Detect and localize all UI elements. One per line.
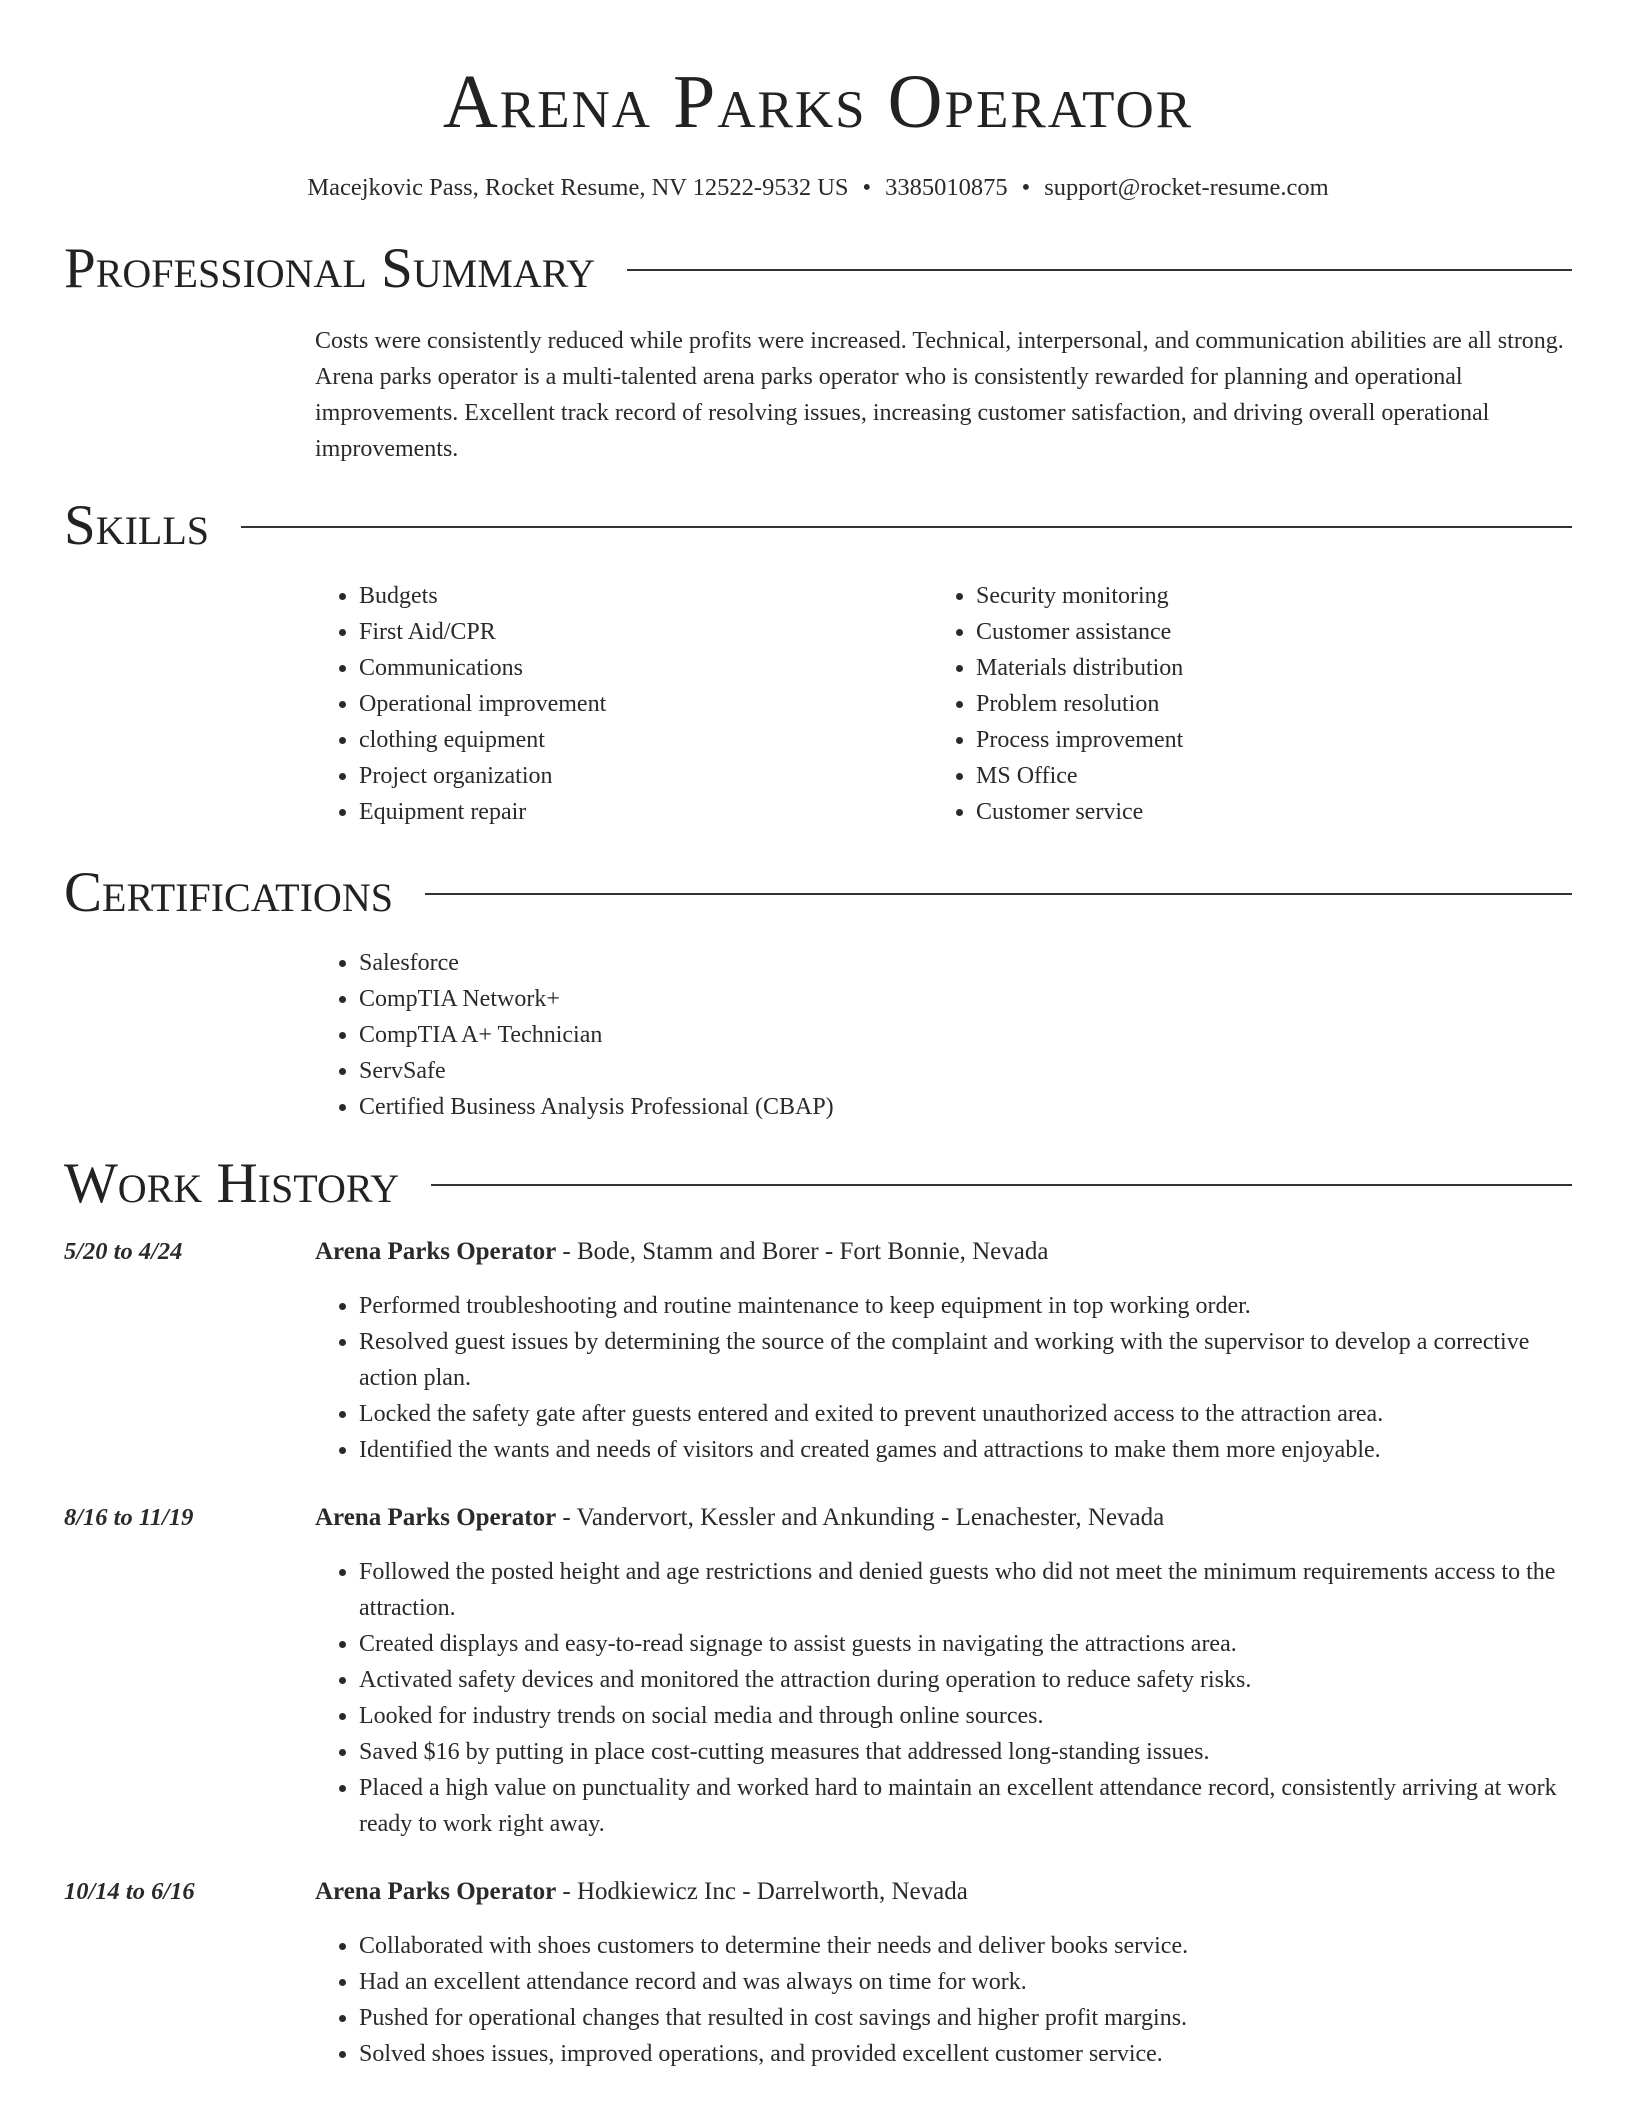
- certification-item: • Certified Business Analysis Professional (CBAP): [359, 1089, 1572, 1125]
- skill-item: • Communications: [359, 650, 932, 686]
- job-entry: [64, 1500, 1572, 1842]
- skills-grid: [315, 578, 1572, 830]
- job-bullet-list: [315, 1288, 1572, 1468]
- skill-item: • MS Office: [976, 758, 1549, 794]
- job-employer: - Vandervort, Kessler and Ankunding - Lenachester, Nevada: [556, 1504, 1165, 1531]
- job-heading: [315, 1500, 1572, 1536]
- skill-item: • Customer service: [976, 794, 1549, 830]
- job-dates: 5/20 to 4/24: [64, 1238, 183, 1265]
- work-history-title: Work History: [64, 1152, 400, 1215]
- job-bullet: • Saved $16 by putting in place cost-cutting measures that addressed long-standing issues.: [359, 1734, 1572, 1770]
- skill-item: • Security monitoring: [976, 578, 1549, 614]
- job-bullet: • Pushed for operational changes that resulted in cost savings and higher profit margins.: [359, 2000, 1572, 2036]
- job-heading: [315, 1874, 1572, 1910]
- skill-item: • Materials distribution: [976, 650, 1549, 686]
- contact-separator: •: [1021, 174, 1031, 201]
- job-bullet: • Created displays and easy-to-read signage to assist guests in navigating the attractions area.: [359, 1626, 1572, 1662]
- job-details: [315, 1874, 1572, 2072]
- job-bullet: • Performed troubleshooting and routine maintenance to keep equipment in top working order.: [359, 1288, 1572, 1324]
- skills-column-left: [315, 578, 932, 830]
- work-history-section: [64, 1152, 1572, 2072]
- skills-title: Skills: [64, 494, 210, 557]
- job-heading: [315, 1234, 1572, 1270]
- summary-title: Professional Summary: [64, 237, 596, 300]
- section-divider: [627, 269, 1572, 271]
- job-bullet: • Solved shoes issues, improved operations, and provided excellent customer service.: [359, 2036, 1572, 2072]
- job-employer: - Bode, Stamm and Borer - Fort Bonnie, Nevada: [556, 1238, 1049, 1265]
- address: Macejkovic Pass, Rocket Resume, NV 12522-9532 US: [307, 174, 849, 201]
- skills-column-right: [932, 578, 1549, 830]
- skill-item: • Customer assistance: [976, 614, 1549, 650]
- job-title: Arena Parks Operator: [315, 1878, 557, 1905]
- skills-list-right: [932, 578, 1549, 830]
- job-bullet: • Collaborated with shoes customers to determine their needs and deliver books service.: [359, 1928, 1572, 1964]
- skills-section: [64, 494, 1572, 830]
- job-employer: - Hodkiewicz Inc - Darrelworth, Nevada: [556, 1878, 968, 1905]
- work-history-header: [64, 1152, 1572, 1215]
- job-bullet: • Looked for industry trends on social media and through online sources.: [359, 1698, 1572, 1734]
- job-bullet-list: [315, 1928, 1572, 2072]
- job-entry: [64, 1234, 1572, 1468]
- skills-list-left: [315, 578, 932, 830]
- job-entry: [64, 1874, 1572, 2072]
- skill-item: • Problem resolution: [976, 686, 1549, 722]
- certification-item: • CompTIA Network+: [359, 981, 1572, 1017]
- job-bullet: • Placed a high value on punctuality and worked hard to maintain an excellent attendance record, consistently arriving at work ready to work right away.: [359, 1770, 1572, 1842]
- skill-item: • First Aid/CPR: [359, 614, 932, 650]
- job-details: [315, 1234, 1572, 1468]
- job-bullet: • Identified the wants and needs of visitors and created games and attractions to make them more enjoyable.: [359, 1432, 1572, 1468]
- skill-item: • Budgets: [359, 578, 932, 614]
- job-bullet: • Had an excellent attendance record and was always on time for work.: [359, 1964, 1572, 2000]
- skill-item: • clothing equipment: [359, 722, 932, 758]
- contact-line: [64, 174, 1572, 202]
- certifications-title: Certifications: [64, 861, 393, 924]
- summary-header: [64, 237, 1572, 300]
- candidate-name: Arena Parks Operator: [442, 60, 1194, 144]
- summary-body: [315, 323, 1572, 467]
- phone: 3385010875: [885, 174, 1008, 201]
- job-bullet: • Activated safety devices and monitored the attraction during operation to reduce safety risks.: [359, 1662, 1572, 1698]
- job-bullet-list: [315, 1554, 1572, 1842]
- summary-text: Costs were consistently reduced while profits were increased. Technical, interpersonal, and communication abilities are all strong. Arena parks operator is a multi-talented arena parks operator who is consistently rewarded for planning and operational improvements. Excellent track record of resolving issues, increasing customer satisfaction, and driving overall operational improvements.: [315, 328, 1564, 462]
- job-bullet: • Resolved guest issues by determining the source of the complaint and working with the supervisor to develop a corrective action plan.: [359, 1324, 1572, 1396]
- section-divider: [431, 1184, 1572, 1186]
- job-bullet: • Locked the safety gate after guests entered and exited to prevent unauthorized access to the attraction area.: [359, 1396, 1572, 1432]
- job-bullet: • Followed the posted height and age restrictions and denied guests who did not meet the minimum requirements access to the attraction.: [359, 1554, 1572, 1626]
- certifications-list: [315, 945, 1572, 1125]
- job-dates: 8/16 to 11/19: [64, 1504, 194, 1531]
- certification-item: • Salesforce: [359, 945, 1572, 981]
- summary-section: [64, 237, 1572, 467]
- email: support@rocket-resume.com: [1044, 174, 1329, 201]
- skills-header: [64, 494, 1572, 557]
- job-title: Arena Parks Operator: [315, 1238, 557, 1265]
- certifications-header: [64, 861, 1572, 924]
- certification-item: • CompTIA A+ Technician: [359, 1017, 1572, 1053]
- certification-item: • ServSafe: [359, 1053, 1572, 1089]
- job-details: [315, 1500, 1572, 1842]
- skill-item: • Process improvement: [976, 722, 1549, 758]
- certifications-section: [64, 861, 1572, 1125]
- section-divider: [241, 526, 1572, 528]
- certifications-body: [315, 945, 1572, 1125]
- skill-item: • Equipment repair: [359, 794, 932, 830]
- job-title: Arena Parks Operator: [315, 1504, 557, 1531]
- section-divider: [425, 893, 1572, 895]
- job-dates: 10/14 to 6/16: [64, 1878, 195, 1905]
- skill-item: • Project organization: [359, 758, 932, 794]
- skill-item: • Operational improvement: [359, 686, 932, 722]
- contact-separator: •: [862, 174, 872, 201]
